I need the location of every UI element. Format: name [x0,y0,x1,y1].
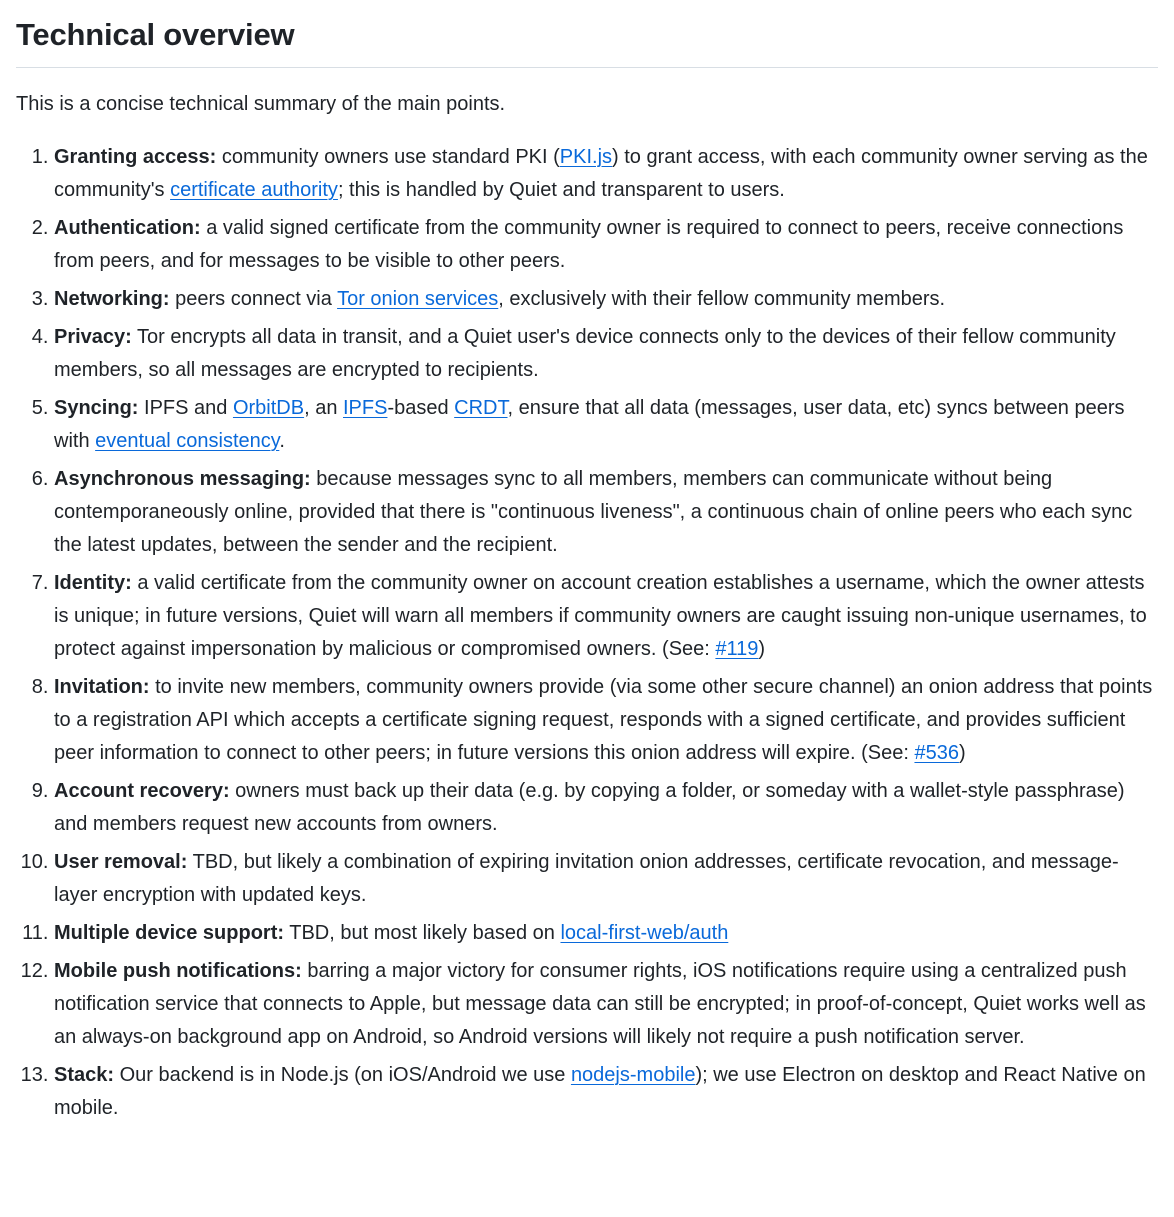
text-segment: TBD, but most likely based on [284,921,561,944]
document [16,16,1158,1125]
text-segment: community owners use standard PKI ( [216,145,560,168]
text-segment: , an [304,396,343,419]
asynchronous-messaging-label: Asynchronous messaging: [54,467,311,490]
link-certificate-authority[interactable]: certificate authority [170,178,338,201]
networking-label: Networking: [54,287,170,310]
link-issue-536[interactable]: #536 [914,741,959,764]
text-segment: because messages sync to all members, members can communicate without being contemporaneously online, provided that there is "continuous liveness", a continuous chain of online peers who each sync the latest updates, between the sender and the recipient. [54,467,1133,556]
text-segment: -based [387,396,455,419]
list-item-stack [54,1059,1158,1125]
list-item-mobile-push-notifications [54,955,1158,1054]
list-item-syncing [54,392,1158,458]
text-segment: peers connect via [169,287,338,310]
text-segment: ) to grant access, with each community owner serving as the community's [54,145,1148,201]
list-item-networking [54,283,1158,316]
mobile-push-notifications-label: Mobile push notifications: [54,959,302,982]
privacy-label: Privacy: [54,325,132,348]
text-segment: , exclusively with their fellow community members. [498,287,946,310]
text-segment: ; this is handled by Quiet and transparent to users. [337,178,785,201]
text-segment: to invite new members, community owners provide (via some other secure channel) an onion address that points to a registration API which accepts a certificate signing request, responds with a signed certificate, and provides sufficient peer information to connect to other peers; in future versions this onion address will expire. (See: [54,675,1153,764]
text-segment: a valid certificate from the community owner on account creation establishes a username, which the owner attests is unique; in future versions, Quiet will warn all members if community owners are caught issuing non-unique usernames, to protect against impersonation by malicious or compromised owners. (See: [54,571,1147,660]
text-segment: barring a major victory for consumer rights, iOS notifications require using a centralized push notification service that connects to Apple, but message data can still be encrypted; in proof-of-concept, Quiet works well as an always-on background app on Android, so Android versions will likely not require a push notification server. [54,959,1146,1048]
text-segment: , ensure that all data (messages, user data, etc) syncs between peers with [54,396,1125,452]
text-segment: . [279,429,285,452]
text-segment: Our backend is in Node.js (on iOS/Android we use [114,1063,571,1086]
link-local-first-web-auth[interactable]: local-first-web/auth [560,921,729,944]
list-item-invitation [54,671,1158,770]
list-item-granting-access [54,141,1158,207]
list-item-asynchronous-messaging [54,463,1158,562]
link-issue-119[interactable]: #119 [715,637,759,660]
link-pki-js[interactable]: PKI.js [559,145,613,168]
stack-label: Stack: [54,1063,115,1086]
multiple-device-support-label: Multiple device support: [54,921,285,944]
text-segment: owners must back up their data (e.g. by copying a folder, or someday with a wallet-style passphrase) and members request new accounts from owners. [54,779,1125,835]
syncing-label: Syncing: [54,396,139,419]
link-crdt[interactable]: CRDT [454,396,508,419]
authentication-label: Authentication: [54,216,201,239]
user-removal-label: User removal: [54,850,188,873]
technical-points-list [16,141,1158,1125]
granting-access-label: Granting access: [54,145,217,168]
text-segment: IPFS and [138,396,233,419]
text-segment: ) [958,741,966,764]
list-item-privacy [54,321,1158,387]
list-item-account-recovery [54,775,1158,841]
list-item-identity [54,567,1158,666]
invitation-label: Invitation: [54,675,150,698]
text-segment: TBD, but likely a combination of expiring invitation onion addresses, certificate revocation, and message-layer encryption with updated keys. [54,850,1119,906]
list-item-user-removal [54,846,1158,912]
identity-label: Identity: [54,571,132,594]
text-segment: a valid signed certificate from the community owner is required to connect to peers, receive connections from peers, and for messages to be visible to other peers. [54,216,1124,272]
link-orbitdb[interactable]: OrbitDB [232,396,305,419]
list-item-multiple-device-support [54,917,1158,950]
intro-paragraph: This is a concise technical summary of the main points. [16,92,506,115]
list-item-authentication [54,212,1158,278]
link-ipfs[interactable]: IPFS [343,396,388,419]
text-segment: ); we use Electron on desktop and React Native on mobile. [54,1063,1146,1119]
text-segment: ) [758,637,766,660]
link-nodejs-mobile[interactable]: nodejs-mobile [570,1063,696,1086]
text-segment: Tor encrypts all data in transit, and a Quiet user's device connects only to the devices of their fellow community members, so all messages are encrypted to recipients. [54,325,1116,381]
link-eventual-consistency[interactable]: eventual consistency [95,429,280,452]
account-recovery-label: Account recovery: [54,779,230,802]
page-title: Technical overview [16,16,1158,68]
link-tor-onion-services[interactable]: Tor onion services [337,287,499,310]
